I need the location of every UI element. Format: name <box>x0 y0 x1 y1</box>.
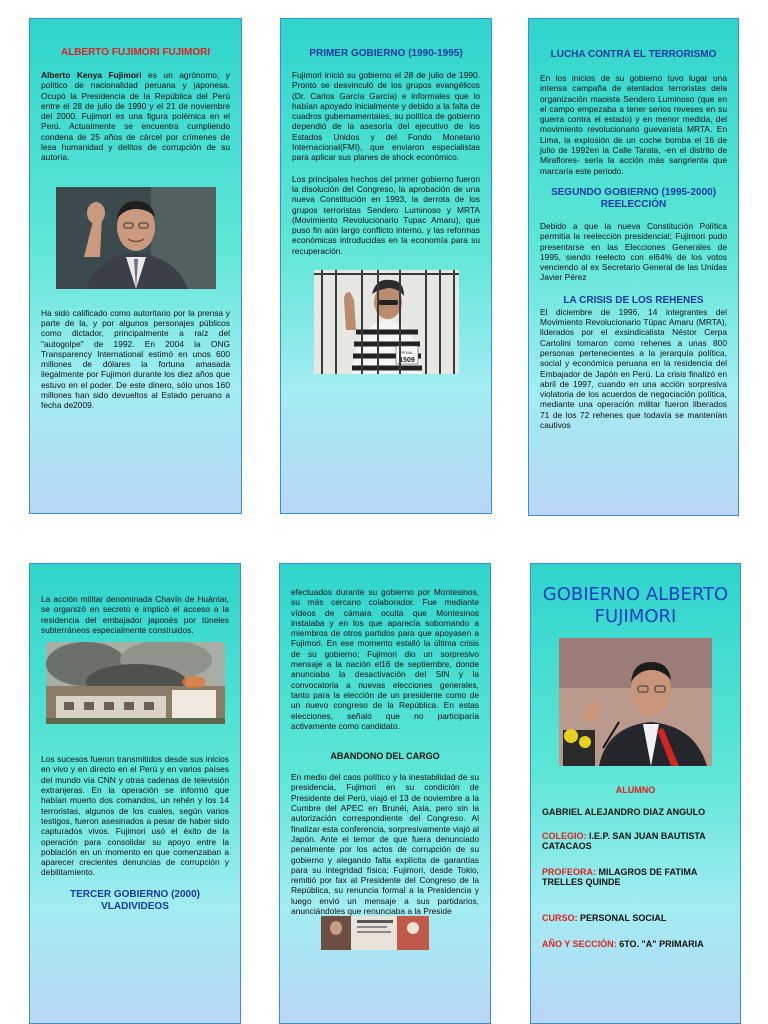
fujimori-waving-photo <box>56 187 216 289</box>
chavin-paragraph: La acción militar denominada Chavín de Huántar, se organizó en secreto e implicó el acceso a la residencia del embajador japonés por túneles subterráneos especialmente construidos. <box>41 594 229 635</box>
rehenes-paragraph: El diciembre de 1996, 14 integrantes del Movimiento Revolucionario Túpac Amaru (MRTA), liderados por el exsindicalista Néstor Cerpa Cartolini tomaron como rehenes a unas 800 personas pertenecientes a la jerarquía política, social y económica peruana en la residencia del Embajador de Japón en Perú. La crisis finalizó en abril de 1997, cuando en una acción sorpresiva violatoria de los acuerdos de negociación política, mediante una operación militar fueron liberados 71 de los 72 rehenes que todavía se mantenían cautivos <box>540 306 727 431</box>
section-title-abandono: ABANDONO DEL CARGO <box>330 751 440 762</box>
curso-value: PERSONAL SOCIAL <box>577 913 667 923</box>
bio-paragraph <box>41 70 230 163</box>
profesora-row <box>542 867 729 887</box>
section-title-terrorismo: LUCHA CONTRA EL TERRORISMO <box>550 49 717 60</box>
bio-paragraph-2: Ha sido calificado como autoritario por la prensa y parte de la, y por algunos personajes públicos como dictador, principalmente a raíz del "autogolpe" de 1992. En 2004 la ONG Transparency International estimó en unos 600 millones de dólares la fortuna amasada ilegalmente por Fujimori durante los diez años que estuvo en el poder. De este dinero, sólo unos 160 millones han sido devueltos al Estado peruano a fecha de2009. <box>41 307 230 411</box>
newspaper-thumbnail <box>321 916 429 950</box>
curso-label: CURSO: <box>542 913 578 923</box>
primer-gobierno-paragraph: Fujimori inició su gobierno el 28 de julio de 1990. Pronto se desvinculó de los grupos evangélicos (Dr. Carlos García García) e informales que lo habían apoyado inicialmente y debido a la falta de cuadros gubernamentales, su política de gobierno dependió de la asesoría del ejecutivo de los Estados Unidos y del Fondo Monetario Internacional(FMI), que enviaron especialistas para aplicar sus planes de shock económico. <box>292 70 480 163</box>
primer-gobierno-paragraph-2: Los principales hechos del primer gobierno fueron la disolución del Congreso, la aprobación de una nueva Constitución en 1993, la derrota de los grupos terroristas Sendero Luminoso y MRTA (Movimiento Revolucionario Tupac Amaru), que puso fin aún largo conflicto interno, y las reformas económicas introducidas en la economía para su recuperación. <box>292 173 480 256</box>
alumno-label: ALUMNO <box>615 785 656 795</box>
curso-row <box>542 913 729 923</box>
cover-title: GOBIERNO ALBERTO FUJIMORI <box>542 584 729 627</box>
vladivideos-paragraph: efectuados durante su gobierno por Montesinos, su más cercano colaborador. Fue mediante vídeos de cámara oculta que Montesinos instalaba y en los que aparecía sobornando a miembros de otros partidos para que apoyasen a Fujimori. En ese momento estalló la última crisis de su gobierno; Fujimori dio un sorpresivo mensaje a la nación el16 de septiembre, donde anunciaba la desactivación del SIN y la convocatoria a nuevas elecciones generales, tanto para la elección de un presidente como de un nuevo congreso de la República. En estas elecciones, señaló que no participaría activamente como candidato. <box>291 587 479 731</box>
seccion-value: 6TO. "A" PRIMARIA <box>616 939 704 949</box>
colegio-label: COLEGIO: <box>542 831 587 841</box>
panel-title: PRIMER GOBIERNO (1990-1995) <box>309 48 463 59</box>
segundo-gobierno-paragraph: Debido a que la nueva Constitución Política permitía la reelección presidencial; Fujimori pudo presentarse en las Elecciones Generales de 1995, siendo reelecto con el64% de los votos venciendo al ex Secretario General de las Unidas Javier Pérez <box>540 220 727 283</box>
panel-terrorismo <box>528 18 739 516</box>
bio-text: es un agrónomo, y político de nacionalidad peruana y japonesa. Ocupó la Presidencia de la República del Perú entre el 28 de julio de 1990 y el 21 de noviembre del 2000. Fujimori es una figura polémica en el Perú. Actualmente se encuentra cumpliendo condena de 25 años de cárcel por crímenes de lesa humanidad y delitos de corrupción de su autoría. <box>41 70 230 163</box>
svg-text:PENAL: PENAL <box>399 350 414 356</box>
svg-text:1509: 1509 <box>398 357 415 365</box>
residence-smoke-photo <box>46 642 225 724</box>
terrorismo-paragraph: En los inicios de su gobierno tuvo lugar una intensa campaña de atentados terroristas dela organización maoista Sendero Luminoso (que en el campo empezaba a tener serios reveses en su guerra contra el estado) y en menor medida, del movimiento revolucionario guevarista MRTA. En Lima, la explosión de un coche bomba el 16 de julio de 1992en la Calle Tarata, -en el distrito de Miraflores- sería la acción más sangrienta que marcaría este periodo. <box>540 73 727 176</box>
panel-abandono <box>279 563 491 1024</box>
panel-fujimori-bio <box>29 18 242 514</box>
prison-bars-photo <box>314 270 459 374</box>
seccion-row <box>542 939 729 949</box>
abandono-paragraph: En medio del caos político y la inestabilidad de su presidencia, Fujimori en su condición de Presidente del Perú, viajó el 13 de noviembre a la Cumbre del APEC en Brunéi, Asia, pero sin la autorización correspondiente del Congreso. Al finalizar esta conferencia, sorpresivamente viajó al Japón. Ante el temor de que fuera denunciado penalmente por los actos de corrupción de su gobierno y alegando falta explícita de garantías para su integridad física; Fujimori, desde Tokio, remitió por fax al Presidente del Congreso de la República, su renuncia formal a la Presidencia y luego envió un mensaje a sus partidarios, anunciándoles que renunciaba a la Preside <box>291 772 479 917</box>
section-title-segundo-gobierno: SEGUNDO GOBIERNO (1995-2000) REELECCIÓN <box>550 186 717 210</box>
panel-title: ALBERTO FUJIMORI FUJIMORI <box>60 47 211 58</box>
transmision-paragraph: Los sucesos fueron transmitidos desde sus inicios en vivo y en directo en el Perú y en varios países del mundo vía CNN y otras cadenas de televisión extranjeras. En la operación se informó que habían muerto dos comandos, un rehén y los 14 terroristas, algunos de los cuales, según varios testigos, fueron asesinados a pesar de haber sido capturados vivos. Fujimori usó el éxito de la operación para consolidar su apoyo entre la población en un momento en que comenzaban a aparecer crecientes denuncias de corrupción y debilitamiento. <box>41 754 229 878</box>
colegio-row <box>542 831 729 851</box>
bio-name: Alberto Kenya Fujimori <box>41 70 142 80</box>
panel-chavin-de-huantar <box>29 563 241 1024</box>
seccion-label: AÑO Y SECCIÓN: <box>542 939 617 949</box>
section-title-tercer-gobierno: TERCER GOBIERNO (2000) VLADIVIDEOS <box>69 888 201 912</box>
section-title-rehenes: LA CRISIS DE LOS REHENES <box>563 294 704 306</box>
profesora-label: PROFEORA: <box>542 867 596 877</box>
fujimori-speaking-photo <box>559 638 712 766</box>
panel-cover <box>530 563 741 1024</box>
profesora-value: MILAGROS DE FATIMA TRELLES QUINDE <box>542 867 697 887</box>
alumno-value: GABRIEL ALEJANDRO DIAZ ANGULO <box>542 807 706 817</box>
colegio-value: I.E.P. SAN JUAN BAUTISTA CATACAOS <box>542 831 706 851</box>
panel-primer-gobierno <box>280 18 492 514</box>
